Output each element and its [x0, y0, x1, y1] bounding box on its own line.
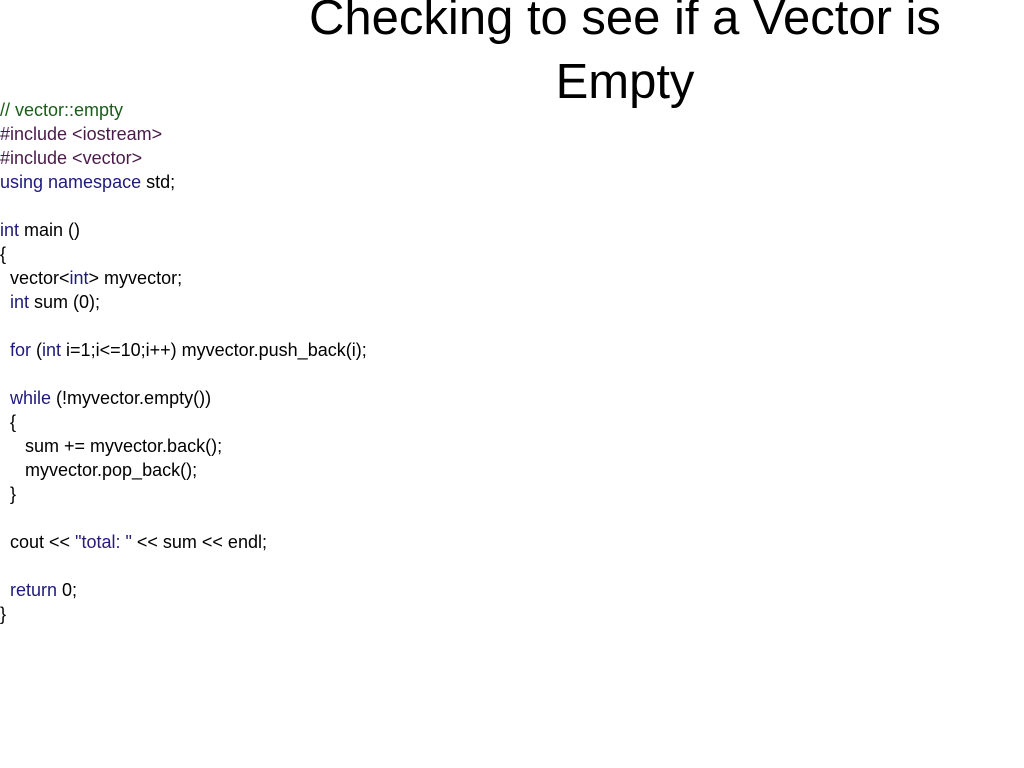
code-line [0, 218, 367, 242]
code-line [0, 314, 367, 338]
code-token-kw: int [10, 292, 30, 312]
code-line [0, 578, 367, 602]
code-block [0, 98, 367, 626]
code-token-kw: int [0, 220, 20, 240]
code-token-plain: (!myvector.empty()) [51, 388, 212, 408]
code-line [0, 530, 367, 554]
code-token-plain: } [0, 604, 7, 624]
code-line [0, 290, 367, 314]
code-token-plain: myvector.pop_back(); [0, 460, 198, 480]
code-token-plain: > myvector; [88, 268, 183, 288]
code-line [0, 146, 367, 170]
code-line [0, 602, 367, 626]
code-line [0, 266, 367, 290]
code-token-kw: int [69, 268, 89, 288]
code-token-kw: for [10, 340, 32, 360]
code-line [0, 338, 367, 362]
code-token-plain: sum (0); [29, 292, 101, 312]
slide-title [0, 0, 1024, 114]
code-line [0, 98, 367, 122]
code-line [0, 386, 367, 410]
slide-title-line-1: Checking to see if a Vector is [309, 0, 941, 45]
code-token-plain: vector< [0, 268, 70, 288]
code-line [0, 170, 367, 194]
code-token-plain [0, 580, 10, 600]
code-line [0, 410, 367, 434]
code-token-plain: cout << [0, 532, 76, 552]
code-token-pre: #include <vector> [0, 148, 143, 168]
code-token-plain: 0; [57, 580, 78, 600]
code-token-plain: sum += myvector.back(); [0, 436, 223, 456]
code-line [0, 458, 367, 482]
code-line [0, 554, 367, 578]
code-line [0, 122, 367, 146]
code-token-plain: i=1;i<=10;i++) myvector.push_back(i); [61, 340, 367, 360]
code-token-comment: // vector::empty [0, 100, 124, 120]
code-token-kw: while [10, 388, 52, 408]
code-token-plain: ( [31, 340, 43, 360]
code-token-plain: } [0, 484, 17, 504]
code-line [0, 242, 367, 266]
code-token-plain: { [0, 244, 7, 264]
code-line [0, 434, 367, 458]
code-token-plain: << sum << endl; [131, 532, 267, 552]
code-token-plain: { [0, 412, 17, 432]
code-token-str: "total: " [75, 532, 132, 552]
code-token-kw: using namespace [0, 172, 142, 192]
code-line [0, 194, 367, 218]
code-line [0, 362, 367, 386]
code-token-plain [0, 292, 10, 312]
code-token-plain [0, 340, 10, 360]
slide-title-line-2: Empty [555, 55, 695, 109]
code-token-plain: std; [141, 172, 176, 192]
code-token-plain [0, 388, 10, 408]
code-token-kw: return [10, 580, 58, 600]
code-token-kw: int [42, 340, 62, 360]
code-token-pre: #include <iostream> [0, 124, 163, 144]
code-line [0, 506, 367, 530]
code-token-plain: main () [19, 220, 81, 240]
code-line [0, 482, 367, 506]
